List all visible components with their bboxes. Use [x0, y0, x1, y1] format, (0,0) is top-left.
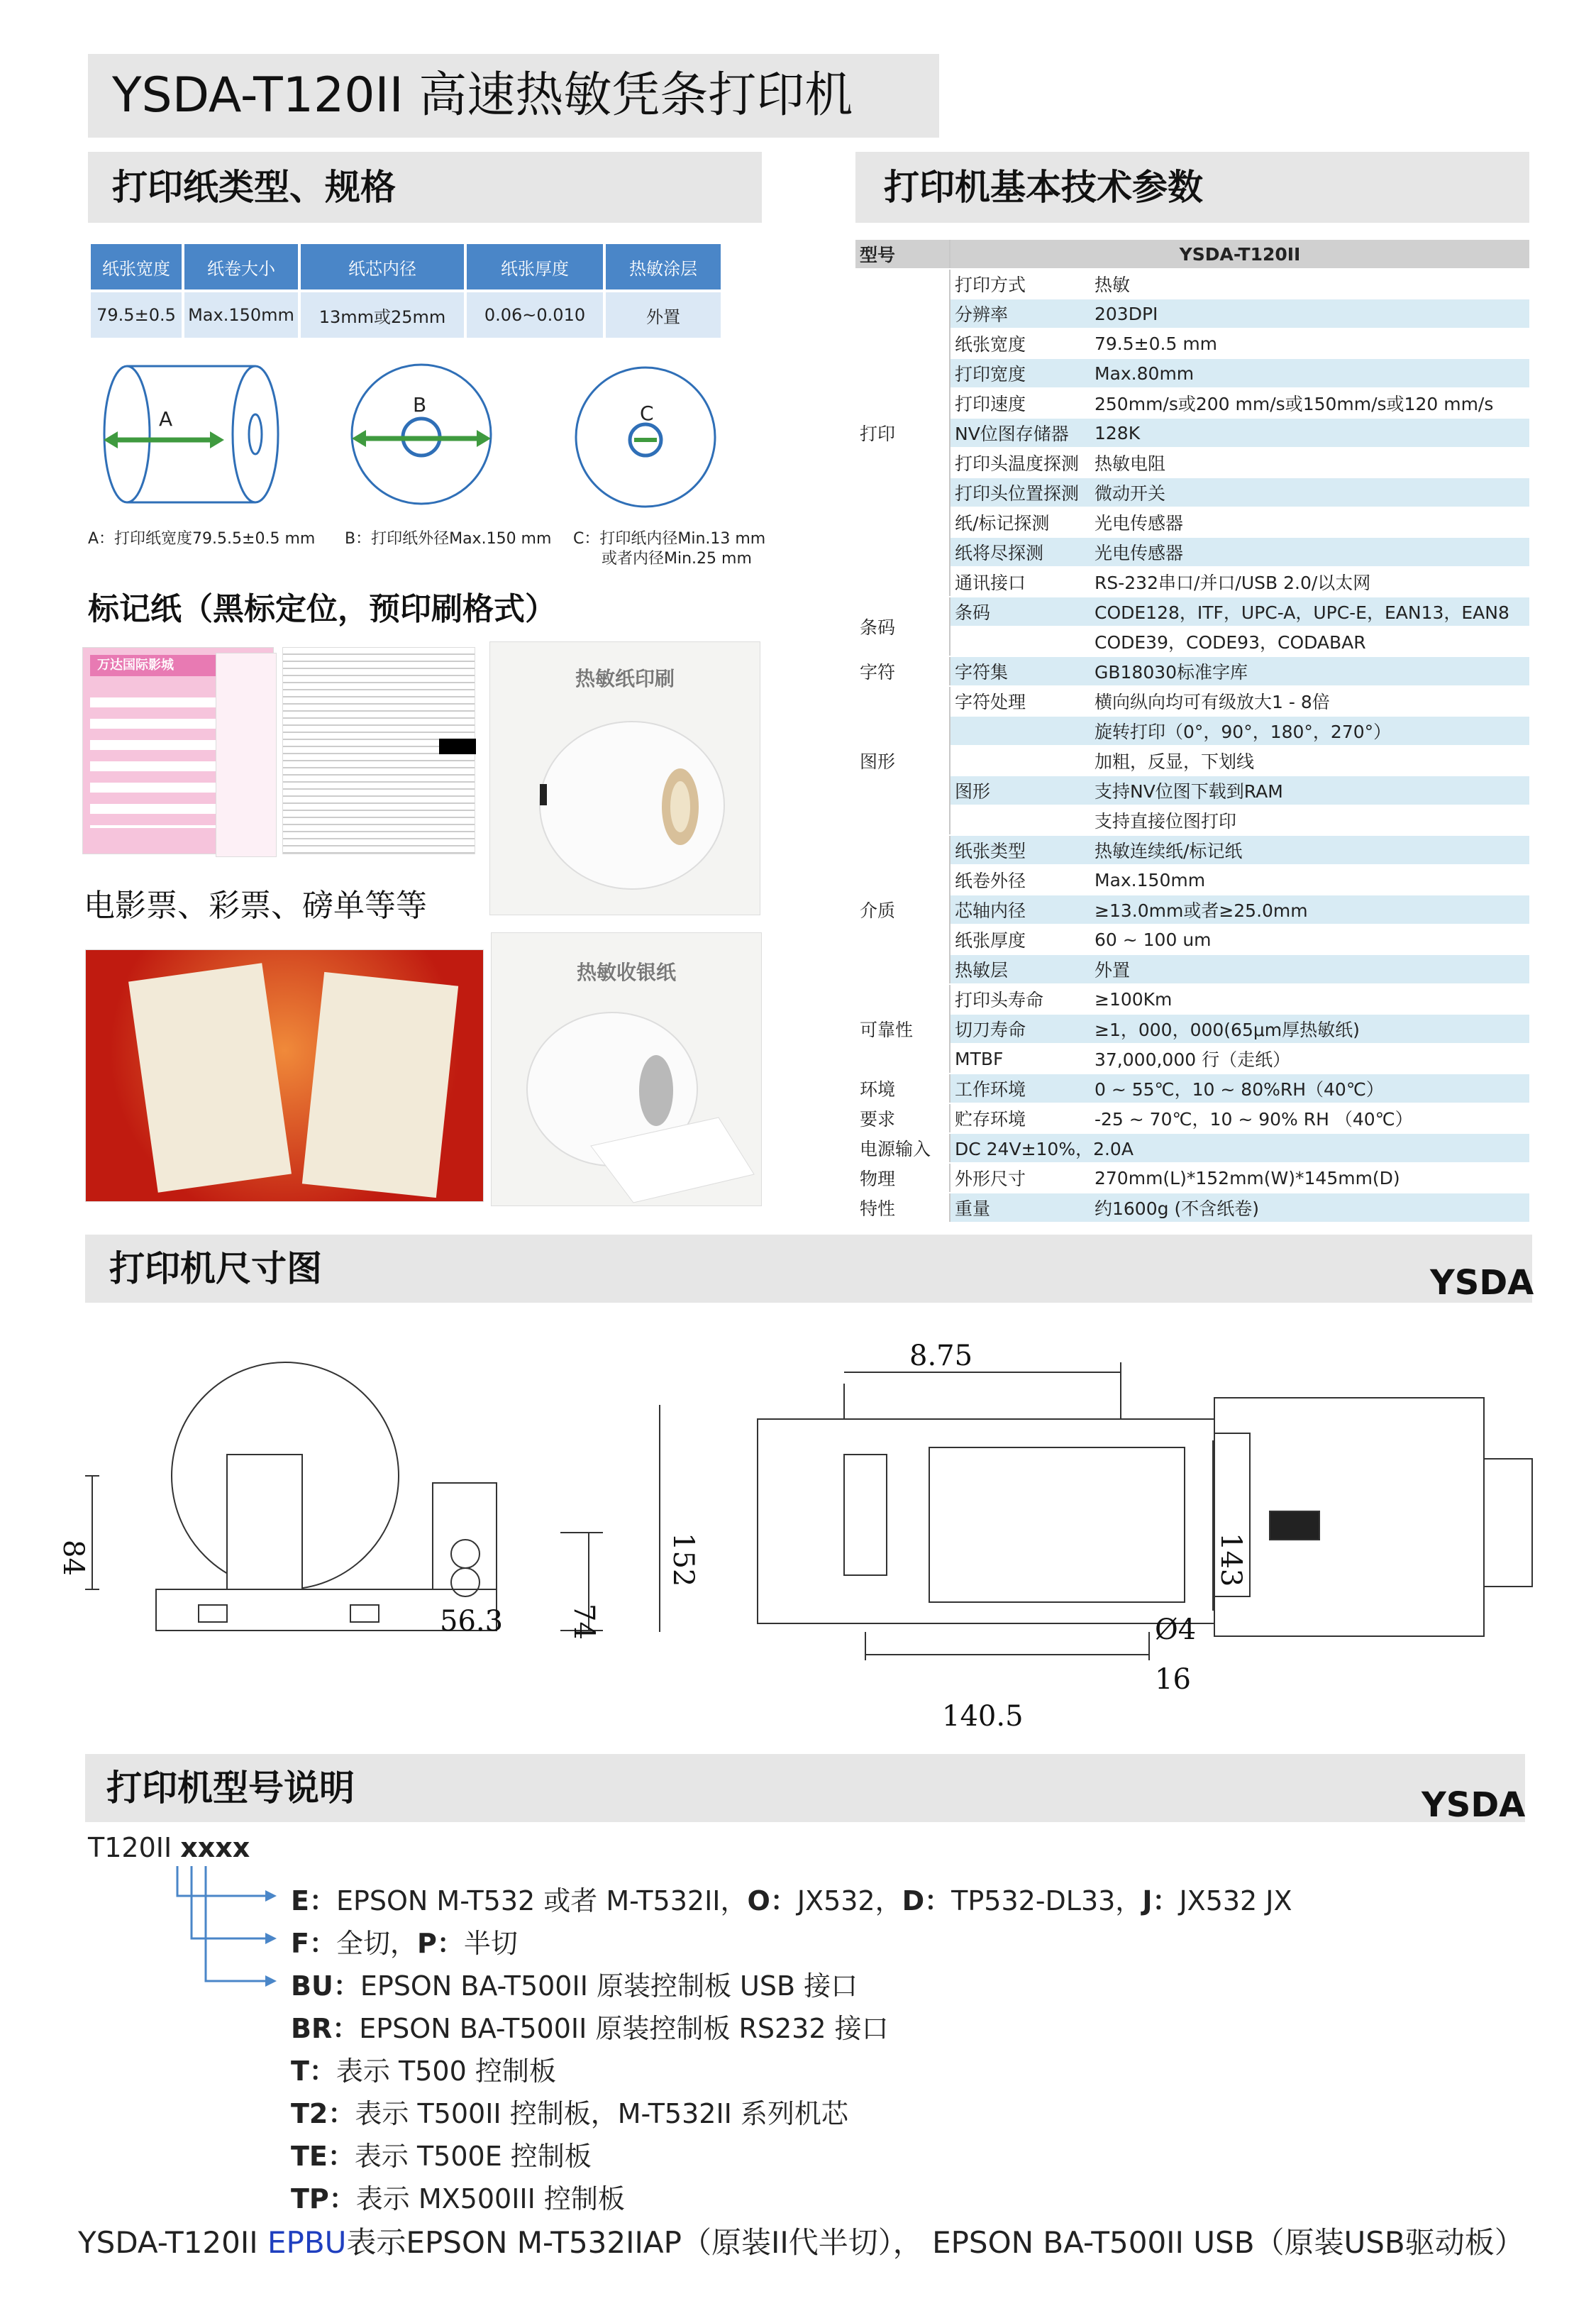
tech-param-label: 字符集 — [950, 656, 1090, 686]
tech-param-value: Max.80mm — [1090, 358, 1529, 388]
model-line-bu: BU：EPSON BA-T500II 原装控制板 USB 接口 — [291, 1970, 858, 2002]
roll-c-caption-1: C：打印纸内径Min.13 mm — [573, 530, 766, 548]
ticket-brand: 万达国际影城 — [90, 655, 266, 676]
tech-param-label: 字符处理 — [950, 686, 1090, 716]
dim-74: 74 — [567, 1604, 600, 1640]
tech-row — [855, 299, 1529, 329]
tech-group-label: 打印 — [855, 269, 950, 597]
tech-group-label: 特性 — [855, 1193, 950, 1223]
tech-row — [855, 418, 1529, 448]
tech-param-label: 重量 — [950, 1193, 1090, 1223]
tech-row — [855, 1103, 1529, 1133]
tech-param-value: -25 ~ 70℃，10 ~ 90% RH （40℃） — [1090, 1103, 1529, 1133]
thermal-print-label: 热敏纸印刷 — [575, 667, 675, 690]
model-line-br: BR：EPSON BA-T500II 原装控制板 RS232 接口 — [291, 2013, 889, 2044]
tech-group-label: 字符 — [855, 656, 950, 686]
tech-row — [855, 925, 1529, 954]
model-line-t2: T2：表示 T500II 控制板，M-T532II 系列机芯 — [291, 2098, 848, 2129]
paper-header-width: 纸张宽度 — [91, 244, 182, 289]
tech-param-label: 打印方式 — [950, 269, 1090, 299]
paper-spec-table — [88, 244, 724, 338]
dimension-drawing — [57, 1320, 1546, 1745]
model-line-f: F：全切，P：半切 — [291, 1928, 518, 1959]
section-paper-heading: 打印纸类型、规格 — [88, 152, 762, 223]
tech-param-label: 纸卷外径 — [950, 865, 1090, 895]
model-tree-lines — [163, 1866, 291, 1987]
cash-roll-icon — [492, 933, 761, 1206]
tech-row — [855, 1133, 1529, 1163]
tech-param-value: 外置 — [1090, 954, 1529, 984]
tech-row — [855, 1044, 1529, 1074]
paper-header-thickness: 纸张厚度 — [467, 244, 603, 289]
tech-param-value: Max.150mm — [1090, 865, 1529, 895]
tech-param-value: 加粗，反显，下划线 — [1090, 746, 1529, 776]
tech-row — [855, 269, 1529, 299]
roll-c-caption-2: 或者内径Min.25 mm — [602, 550, 752, 568]
model-line-e: E：EPSON M-T532 或者 M-T532II，O：JX532，D：TP532-DL33，J：JX532 JX — [291, 1885, 1292, 1916]
tech-param-label: 打印头位置探测 — [950, 478, 1090, 507]
tech-param-value: 79.5±0.5 mm — [1090, 329, 1529, 358]
tech-row — [855, 984, 1529, 1014]
tech-param-label: 纸张类型 — [950, 835, 1090, 865]
lottery-ticket-photo — [85, 949, 484, 1202]
tech-group-label: 图形 — [855, 686, 950, 835]
tech-row — [855, 358, 1529, 388]
section-tech-heading: 打印机基本技术参数 — [855, 152, 1529, 223]
paper-cell-thickness: 0.06~0.010 — [467, 289, 603, 338]
tech-param-value: 热敏连续纸/标记纸 — [1090, 835, 1529, 865]
brand-label-model: YSDA — [1422, 1785, 1526, 1825]
tech-row — [855, 805, 1529, 835]
tech-param-label: 外形尺寸 — [950, 1163, 1090, 1193]
model-line-t: T：表示 T500 控制板 — [291, 2056, 556, 2087]
tech-row — [855, 478, 1529, 507]
dim-16: 16 — [1155, 1663, 1191, 1696]
thermal-roll-icon — [490, 642, 760, 915]
tech-param-label: 工作环境 — [950, 1074, 1090, 1103]
roll-b-diagram — [352, 365, 491, 504]
roll-a-diagram — [104, 366, 278, 502]
paper-cell-core: 13mm或25mm — [301, 289, 464, 338]
tech-param-value: 0 ~ 55℃，10 ~ 80%RH（40℃） — [1090, 1074, 1529, 1103]
black-mark — [439, 739, 476, 754]
tech-row — [855, 895, 1529, 925]
page-title: YSDA-T120II 高速热敏凭条打印机 — [88, 54, 939, 138]
tech-row — [855, 835, 1529, 865]
tech-param-value: 支持NV位图下载到RAM — [1090, 776, 1529, 805]
dim-140-5: 140.5 — [942, 1700, 1024, 1733]
tech-param-label: NV位图存储器 — [950, 418, 1090, 448]
tech-param-value: 60 ~ 100 um — [1090, 925, 1529, 954]
tech-param-value: 支持直接位图打印 — [1090, 805, 1529, 835]
tech-param-label: 打印头温度探测 — [950, 448, 1090, 478]
tech-param-label — [950, 716, 1090, 746]
tech-param-label: 切刀寿命 — [950, 1014, 1090, 1044]
tech-row — [855, 865, 1529, 895]
tech-row — [855, 507, 1529, 537]
tech-row — [855, 1014, 1529, 1044]
tech-header-label: 型号 — [855, 240, 950, 269]
section-model-heading: 打印机型号说明 — [85, 1754, 1525, 1822]
tech-row — [855, 716, 1529, 746]
tech-row — [855, 388, 1529, 418]
roll-c-diagram — [576, 368, 715, 507]
tech-param-value: 光电传感器 — [1090, 507, 1529, 537]
tech-param-label: 热敏层 — [950, 954, 1090, 984]
tech-param-label: 通讯接口 — [950, 567, 1090, 597]
tech-param-label: 贮存环境 — [950, 1103, 1090, 1133]
mark-slip-photo — [282, 647, 475, 854]
tech-row — [855, 537, 1529, 567]
tech-param-label: 纸将尽探测 — [950, 537, 1090, 567]
tech-param-label: MTBF — [950, 1044, 1090, 1074]
tech-param-label: 芯轴内径 — [950, 895, 1090, 925]
brand-label-dimensions: YSDA — [1430, 1263, 1534, 1303]
tech-param-value: 128K — [1090, 418, 1529, 448]
thermal-cash-roll-photo — [491, 932, 762, 1206]
tech-row — [855, 656, 1529, 686]
mark-paper-heading: 标记纸（黑标定位，预印刷格式） — [88, 591, 556, 627]
paper-cell-roll: Max.150mm — [184, 289, 298, 338]
roll-b-letter: B — [413, 393, 427, 416]
tech-row — [855, 776, 1529, 805]
paper-header-core: 纸芯内径 — [301, 244, 464, 289]
tech-param-value: 250mm/s或200 mm/s或150mm/s或120 mm/s — [1090, 388, 1529, 418]
tech-param-label — [950, 746, 1090, 776]
tech-param-value: 旋转打印（0°，90°，180°，270°） — [1090, 716, 1529, 746]
tech-row — [855, 686, 1529, 716]
tech-param-value: 37,000,000 行（走纸） — [1090, 1044, 1529, 1074]
tech-group-label: 电源输入 — [855, 1133, 950, 1163]
tech-row — [855, 597, 1529, 627]
tech-param-value: 270mm(L)*152mm(W)*145mm(D) — [1090, 1163, 1529, 1193]
dim-84: 84 — [57, 1540, 89, 1576]
tech-param-label: 图形 — [950, 776, 1090, 805]
tech-param-value: 光电传感器 — [1090, 537, 1529, 567]
tech-group-label: 环境 — [855, 1074, 950, 1103]
tech-group-label: 物理 — [855, 1163, 950, 1193]
tech-param-label: 条码 — [950, 597, 1090, 627]
tech-param-value: ≥1，000，000(65μm厚热敏纸) — [1090, 1014, 1529, 1044]
tech-param-label: 分辨率 — [950, 299, 1090, 329]
tech-row — [855, 1193, 1529, 1223]
dim-8-75: 8.75 — [909, 1340, 973, 1372]
tech-param-value: RS-232串口/并口/USB 2.0/以太网 — [1090, 567, 1529, 597]
model-line-te: TE：表示 T500E 控制板 — [291, 2141, 592, 2172]
tech-row — [855, 627, 1529, 656]
tech-row — [855, 329, 1529, 358]
tech-row — [855, 1163, 1529, 1193]
thermal-cash-label: 热敏收银纸 — [576, 961, 676, 984]
thermal-print-roll-photo — [489, 641, 760, 915]
tech-header-model: YSDA-T120II — [950, 240, 1529, 269]
tech-spec-table — [855, 240, 1529, 1223]
tech-group-label: 条码 — [855, 597, 950, 656]
paper-cell-width: 79.5±0.5 — [91, 289, 182, 338]
tech-param-value: CODE39，CODE93，CODABAR — [1090, 627, 1529, 656]
tech-param-value: ≥13.0mm或者≥25.0mm — [1090, 895, 1529, 925]
footer-note: YSDA-T120II EPBU表示EPSON M-T532IIAP（原装II代半切）， EPSON BA-T500II USB（原装USB驱动板） — [78, 2225, 1524, 2260]
tech-group-label: 介质 — [855, 835, 950, 984]
tech-param-value: 热敏 — [1090, 269, 1529, 299]
dim-152: 152 — [667, 1533, 699, 1587]
tech-param-value: 约1600g (不含纸卷) — [1090, 1193, 1529, 1223]
tech-param-label: 打印头寿命 — [950, 984, 1090, 1014]
tech-param-value: 横向纵向均可有级放大1 - 8倍 — [1090, 686, 1529, 716]
paper-cell-coating: 外置 — [606, 289, 721, 338]
model-code: T120II xxxx — [88, 1832, 250, 1863]
tech-param-value: 微动开关 — [1090, 478, 1529, 507]
model-line-tp: TP：表示 MX500III 控制板 — [291, 2183, 625, 2214]
paper-header-coating: 热敏涂层 — [606, 244, 721, 289]
paper-header-roll: 纸卷大小 — [184, 244, 298, 289]
roll-b-caption: B：打印纸外径Max.150 mm — [345, 530, 552, 548]
tech-param-label: DC 24V±10%，2.0A — [950, 1133, 1529, 1163]
paper-roll-diagrams — [88, 355, 769, 525]
roll-c-letter: C — [640, 402, 654, 425]
tech-param-value: 203DPI — [1090, 299, 1529, 329]
tech-group-label: 可靠性 — [855, 984, 950, 1074]
tech-param-label: 纸张宽度 — [950, 329, 1090, 358]
tech-param-value: GB18030标准字库 — [1090, 656, 1529, 686]
tech-param-value: CODE128，ITF，UPC-A，UPC-E，EAN13，EAN8 — [1090, 597, 1529, 627]
tech-param-label — [950, 805, 1090, 835]
tech-row — [855, 954, 1529, 984]
tech-param-label: 打印速度 — [950, 388, 1090, 418]
tech-row — [855, 1074, 1529, 1103]
tech-param-label: 纸张厚度 — [950, 925, 1090, 954]
tech-param-label — [950, 627, 1090, 656]
tech-row — [855, 448, 1529, 478]
ticket-types-caption: 电影票、彩票、磅单等等 — [84, 888, 427, 924]
dim-143: 143 — [1214, 1533, 1247, 1587]
tech-param-label: 纸/标记探测 — [950, 507, 1090, 537]
tech-row — [855, 746, 1529, 776]
tech-row — [855, 567, 1529, 597]
section-dimensions-heading: 打印机尺寸图 — [85, 1235, 1532, 1303]
tech-group-label: 要求 — [855, 1103, 950, 1133]
roll-a-letter: A — [159, 407, 173, 431]
dim-phi-4: Ø4 — [1155, 1613, 1197, 1646]
dim-56-3: 56.3 — [440, 1605, 504, 1638]
tech-param-value: ≥100Km — [1090, 984, 1529, 1014]
tech-param-label: 打印宽度 — [950, 358, 1090, 388]
tech-param-value: 热敏电阻 — [1090, 448, 1529, 478]
roll-a-caption: A：打印纸宽度79.5.5±0.5 mm — [88, 530, 316, 548]
